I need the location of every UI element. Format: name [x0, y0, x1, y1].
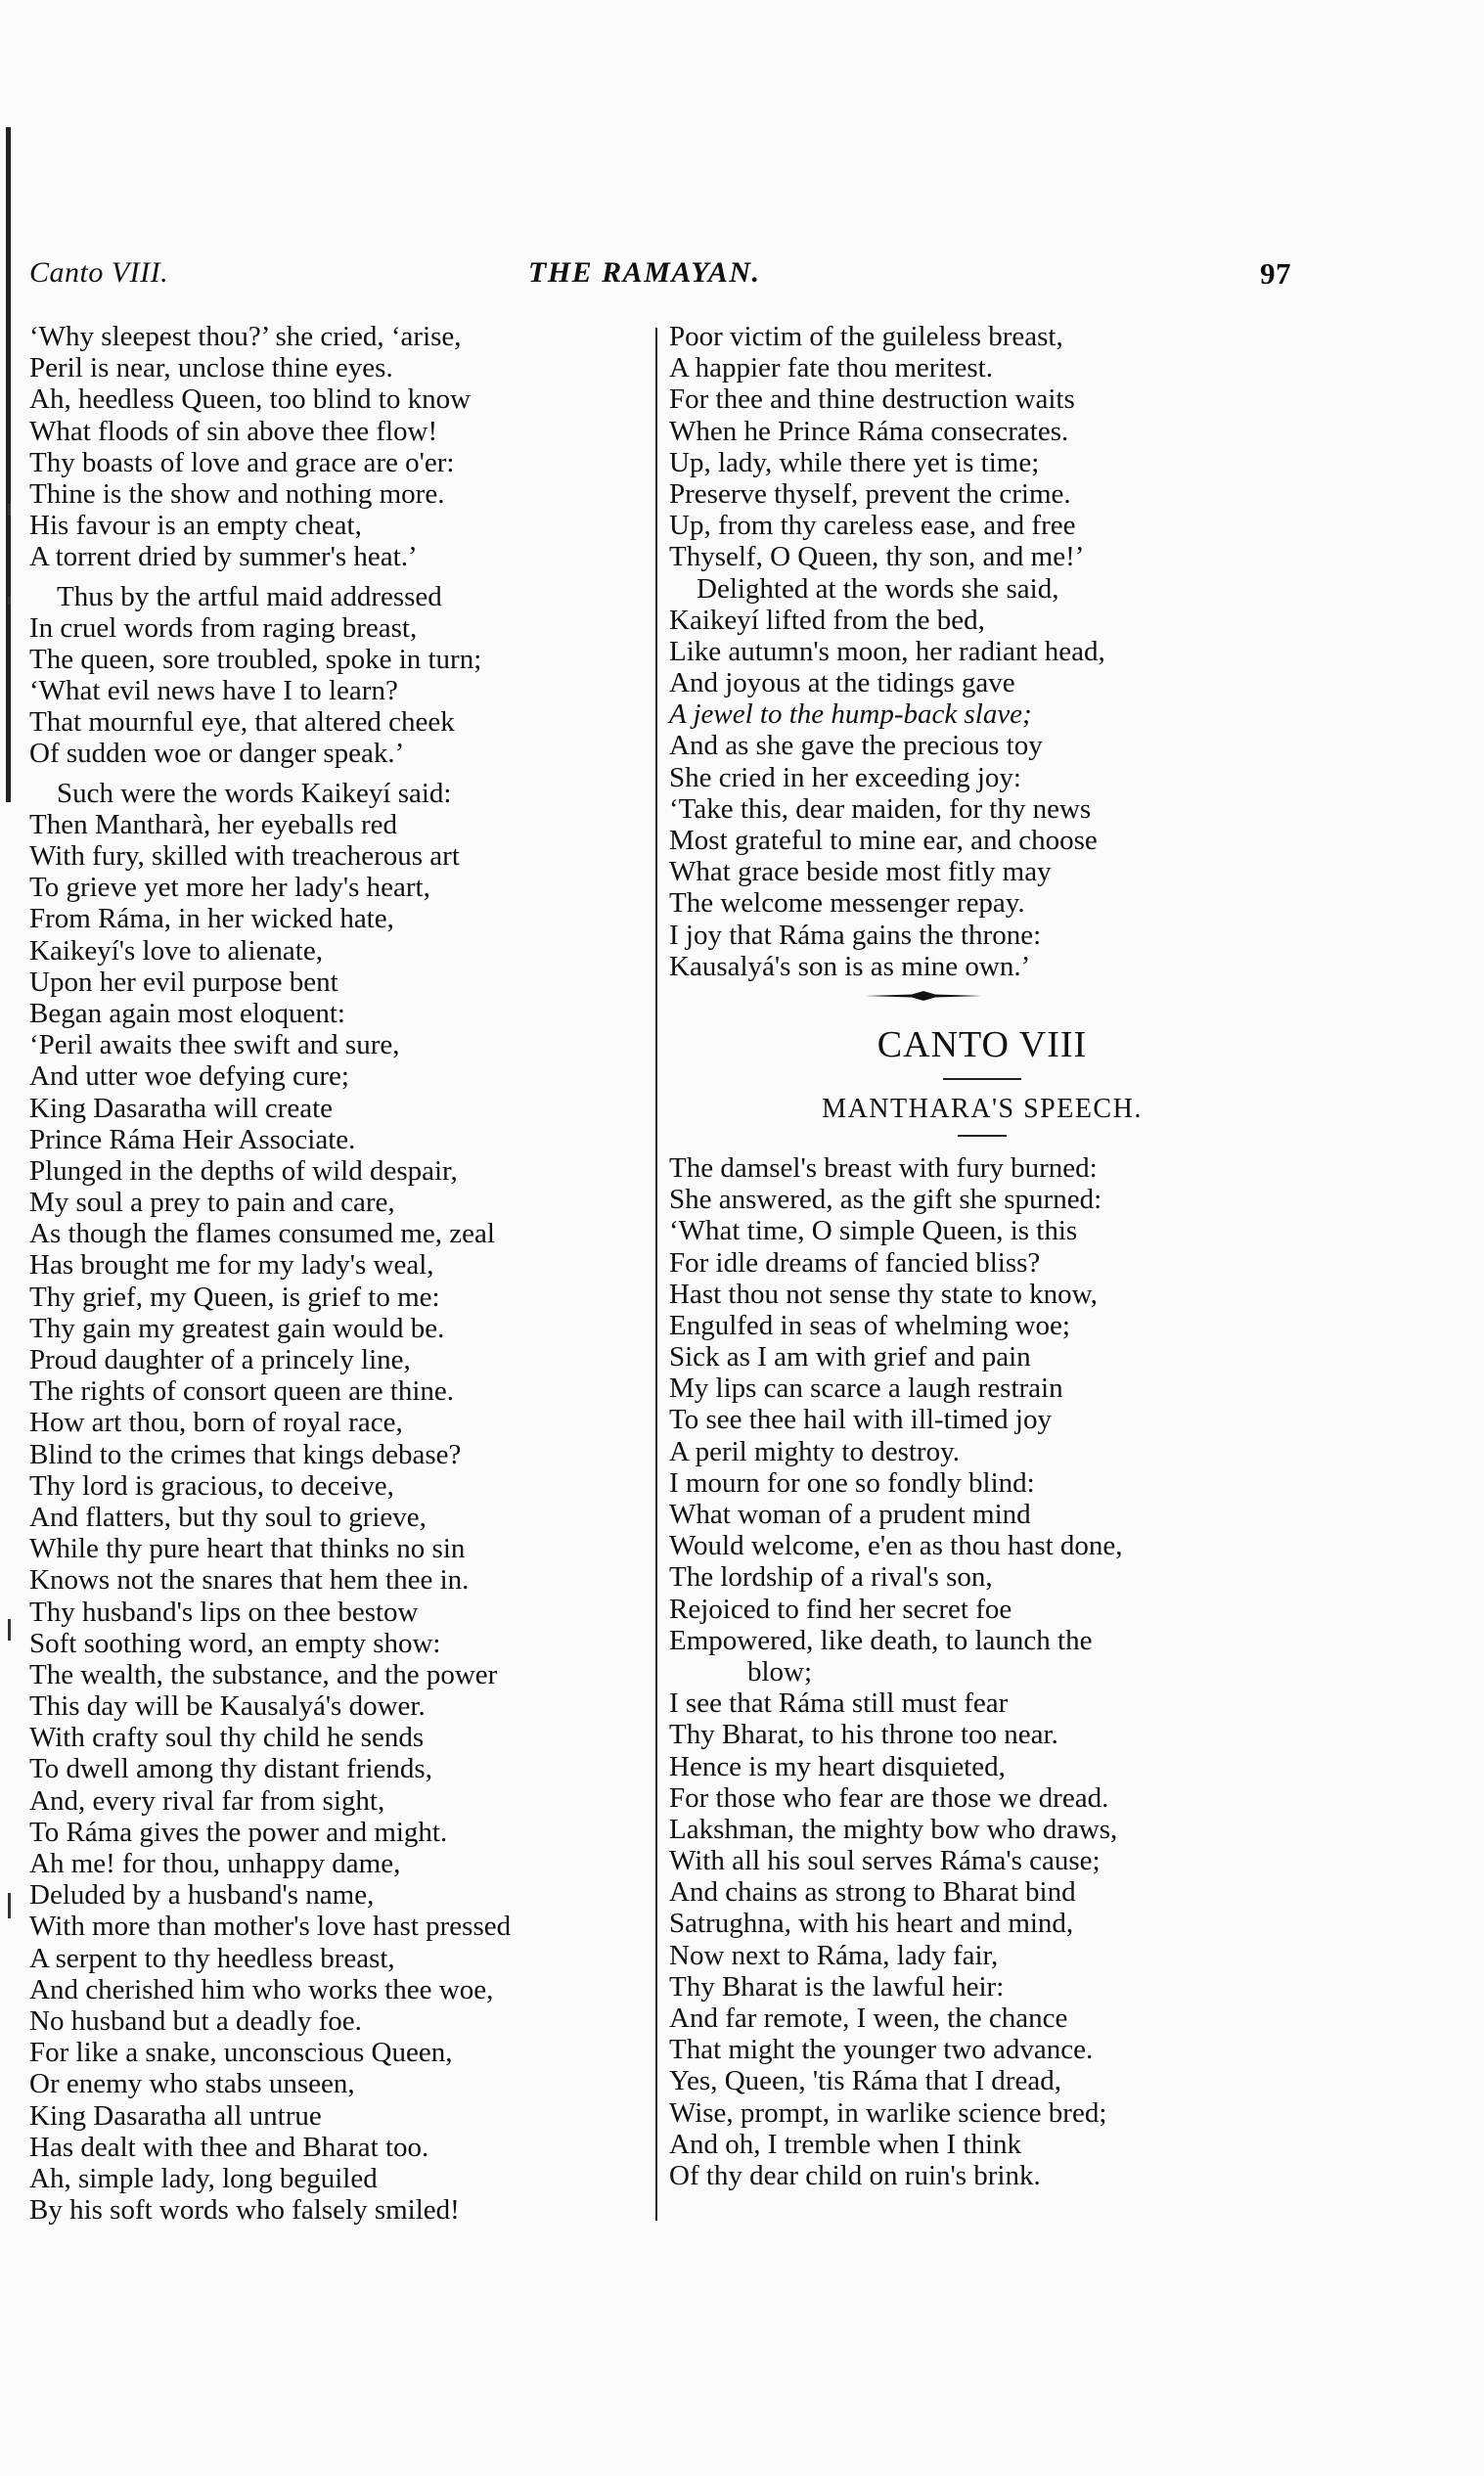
section-ornament: [669, 982, 1295, 1015]
verse-line: Rejoiced to find her secret foe: [669, 1593, 1012, 1625]
verse-line: Prince Ráma Heir Associate.: [29, 1123, 356, 1155]
canto-title: CANTO VIII: [877, 1023, 1088, 1065]
verse-line: Thy husband's lips on thee bestow: [29, 1596, 419, 1628]
verse-line: Of thy dear child on ruin's brink.: [669, 2159, 1041, 2191]
verse-line: And chains as strong to Bharat bind: [669, 1876, 1076, 1909]
verse-line: To dwell among thy distant friends,: [29, 1753, 432, 1785]
verse-line: ‘What evil news have I to learn?: [29, 675, 398, 707]
verse-line: King Dasaratha all untrue: [29, 2099, 322, 2132]
verse-line: With crafty soul thy child he sends: [29, 1722, 425, 1754]
verse-line: Then Mantharà, her eyeballs red: [29, 808, 398, 840]
running-title: THE RAMAYAN.: [528, 256, 761, 289]
verse-line: Like autumn's moon, her radiant head,: [669, 635, 1105, 667]
verse-line: Or enemy who stabs unseen,: [29, 2068, 355, 2100]
verse-line: Plunged in the depths of wild despair,: [29, 1154, 458, 1187]
verse-line: Empowered, like death, to launch the: [669, 1624, 1093, 1656]
verse-line: ‘What time, O simple Queen, is this: [669, 1215, 1078, 1247]
verse-line: Sick as I am with grief and pain: [669, 1341, 1031, 1373]
verse-line: While thy pure heart that thinks no sin: [29, 1533, 466, 1565]
verse-line: As though the flames consumed me, zeal: [29, 1218, 495, 1250]
verse-line: And joyous at the tidings gave: [669, 667, 1015, 699]
verse-line: Thyself, O Queen, thy son, and me!’: [669, 541, 1085, 573]
verse-line: Delighted at the words she said,: [697, 572, 1059, 605]
verse-line: Now next to Ráma, lady fair,: [669, 1939, 999, 1971]
verse-line: Ah, heedless Queen, too blind to know: [29, 383, 472, 416]
ornament-rule-icon: [865, 990, 982, 1002]
verse-line: My soul a prey to pain and care,: [29, 1187, 395, 1219]
running-header: [29, 256, 1291, 305]
verse-line: For those who fear are those we dread.: [669, 1781, 1109, 1814]
verse-line: And flatters, but thy soul to grieve,: [29, 1501, 427, 1533]
edge-mark: [8, 1893, 11, 1918]
verse-line: She answered, as the gift she spurned:: [669, 1184, 1102, 1216]
verse-line: A jewel to the hump-back slave;: [669, 698, 1032, 731]
verse-line: Thine is the show and nothing more.: [29, 477, 445, 510]
verse-line: The wealth, the substance, and the power: [29, 1658, 498, 1690]
verse-line: Thy boasts of love and grace are o'er:: [29, 446, 455, 478]
right-column: [669, 321, 1295, 2191]
verse-line: Thy gain my greatest gain would be.: [29, 1312, 445, 1344]
verse-line: Has dealt with thee and Bharat too.: [29, 2131, 429, 2163]
verse-line: With more than mother's love hast pressed: [29, 1911, 512, 1943]
verse-line: What grace beside most fitly may: [669, 856, 1052, 888]
verse-line: Of sudden woe or danger speak.’: [29, 738, 405, 770]
verse-line: What floods of sin above thee flow!: [29, 415, 438, 447]
verse-line: Most grateful to mine ear, and choose: [669, 825, 1098, 856]
verse-line: For idle dreams of fancied bliss?: [669, 1246, 1041, 1279]
verse-line: I mourn for one so fondly blind:: [669, 1466, 1035, 1499]
verse-line: Peril is near, unclose thine eyes.: [29, 352, 393, 384]
verse-line: Soft soothing word, an empty show:: [29, 1627, 441, 1659]
verse-line: She cried in her exceeding joy:: [669, 761, 1021, 793]
verse-line: A torrent dried by summer's heat.’: [29, 541, 418, 573]
verse-line: Ah me! for thou, unhappy dame,: [29, 1848, 401, 1879]
verse-line: No husband but a deadly foe.: [29, 2004, 362, 2037]
verse-line: A happier fate thou meritest.: [669, 352, 993, 384]
verse-line: Would welcome, e'en as thou hast done,: [669, 1530, 1123, 1562]
verse-line: Up, from thy careless ease, and free: [669, 510, 1076, 542]
verse-line: Deluded by a husband's name,: [29, 1879, 375, 1912]
verse-line: When he Prince Ráma consecrates.: [669, 415, 1069, 447]
verse-line: And as she gave the precious toy: [669, 730, 1043, 762]
verse-line: With all his soul serves Ráma's cause;: [669, 1845, 1101, 1877]
verse-line: And oh, I tremble when I think: [669, 2128, 1022, 2160]
verse-line: Yes, Queen, 'tis Ráma that I dread,: [669, 2065, 1061, 2097]
verse-line: Hence is my heart disquieted,: [669, 1750, 1006, 1782]
verse-line: With fury, skilled with treacherous art: [29, 840, 460, 872]
left-column: [29, 321, 655, 2226]
verse-line: Satrughna, with his heart and mind,: [669, 1908, 1074, 1940]
verse-line: Preserve thyself, prevent the crime.: [669, 477, 1071, 510]
verse-line: And utter woe defying cure;: [29, 1060, 349, 1093]
edge-mark: [8, 1619, 11, 1641]
edge-mark: [8, 597, 11, 605]
canto-label: Canto VIII.: [29, 256, 169, 289]
verse-line: The queen, sore troubled, spoke in turn;: [29, 643, 482, 675]
verse-line: For like a snake, unconscious Queen,: [29, 2037, 453, 2069]
verse-line: Has brought me for my lady's weal,: [29, 1249, 434, 1282]
verse-line: To grieve yet more her lady's heart,: [29, 872, 430, 904]
page-edge-bar: [6, 127, 11, 802]
verse-line: His favour is an empty cheat,: [29, 510, 362, 542]
verse-line: This day will be Kausalyá's dower.: [29, 1690, 426, 1723]
verse-line: Knows not the snares that hem thee in.: [29, 1564, 470, 1597]
verse-line: Such were the words Kaikeyí said:: [57, 777, 452, 809]
verse-line: Blind to the crimes that kings debase?: [29, 1438, 462, 1470]
verse-line: A peril mighty to destroy.: [669, 1435, 960, 1467]
verse-line: I see that Ráma still must fear: [669, 1688, 1009, 1720]
verse-line: The welcome messenger repay.: [669, 887, 1025, 920]
verse-line: Hast thou not sense thy state to know,: [669, 1278, 1098, 1310]
verse-line: blow;: [747, 1655, 813, 1688]
verse-line: Thy lord is gracious, to deceive,: [29, 1469, 394, 1502]
verse-line: From Ráma, in her wicked hate,: [29, 903, 394, 935]
verse-line: Thy Bharat is the lawful heir:: [669, 1970, 1005, 2003]
verse-line: King Dasaratha will create: [29, 1092, 333, 1124]
verse-line: How art thou, born of royal race,: [29, 1407, 403, 1439]
verse-line: Kausalyá's son is as mine own.’: [669, 950, 1031, 982]
verse-line: Kaikeyí's love to alienate,: [29, 934, 323, 967]
verse-line: ‘Why sleepest thou?’ she cried, ‘arise,: [29, 321, 462, 352]
verse-line: Upon her evil purpose bent: [29, 966, 338, 998]
verse-line: Ah, simple lady, long beguiled: [29, 2162, 378, 2194]
verse-line: Proud daughter of a princely line,: [29, 1344, 411, 1375]
verse-line: What woman of a prudent mind: [669, 1499, 1031, 1530]
verse-line: Lakshman, the mighty bow who draws,: [669, 1813, 1118, 1845]
verse-line: The damsel's breast with fury burned:: [669, 1151, 1098, 1184]
verse-line: I joy that Ráma gains the throne:: [669, 919, 1042, 951]
page-number: 97: [1260, 256, 1291, 291]
verse-line: The rights of consort queen are thine.: [29, 1375, 455, 1408]
verse-line: That mournful eye, that altered cheek: [29, 706, 455, 739]
verse-line: ‘Peril awaits thee swift and sure,: [29, 1029, 400, 1061]
verse-line: By his soft words who falsely smiled!: [29, 2194, 460, 2227]
verse-line: Poor victim of the guileless breast,: [669, 321, 1063, 352]
verse-line: Thy grief, my Queen, is grief to me:: [29, 1281, 440, 1313]
verse-line: ‘Take this, dear maiden, for thy news: [669, 792, 1092, 825]
verse-line: In cruel words from raging breast,: [29, 611, 418, 644]
title-rule: [943, 1078, 1021, 1080]
verse-line: A serpent to thy heedless breast,: [29, 1942, 395, 1974]
verse-line: To see thee hail with ill-timed joy: [669, 1404, 1052, 1436]
verse-line: That might the younger two advance.: [669, 2034, 1094, 2066]
verse-line: Thy Bharat, to his throne too near.: [669, 1719, 1058, 1751]
column-divider: [655, 328, 657, 2221]
verse-line: Thus by the artful maid addressed: [57, 580, 442, 612]
subtitle-rule: [958, 1135, 1007, 1137]
verse-line: The lordship of a rival's son,: [669, 1561, 993, 1594]
verse-line: Wise, prompt, in warlike science bred;: [669, 2096, 1107, 2129]
edge-mark: [8, 504, 11, 516]
verse-line: My lips can scarce a laugh restrain: [669, 1373, 1063, 1405]
verse-line: And far remote, I ween, the chance: [669, 2003, 1068, 2034]
verse-line: Began again most eloquent:: [29, 997, 345, 1029]
verse-line: Kaikeyí lifted from the bed,: [669, 604, 985, 636]
verse-line: Engulfed in seas of whelming woe;: [669, 1309, 1070, 1341]
canto-subtitle: MANTHARA'S SPEECH.: [822, 1093, 1143, 1124]
verse-line: To Ráma gives the power and might.: [29, 1816, 448, 1848]
verse-line: And, every rival far from sight,: [29, 1784, 385, 1817]
verse-line: For thee and thine destruction waits: [669, 383, 1075, 416]
verse-line: And cherished him who works thee woe,: [29, 1973, 494, 2005]
verse-line: Up, lady, while there yet is time;: [669, 446, 1040, 478]
